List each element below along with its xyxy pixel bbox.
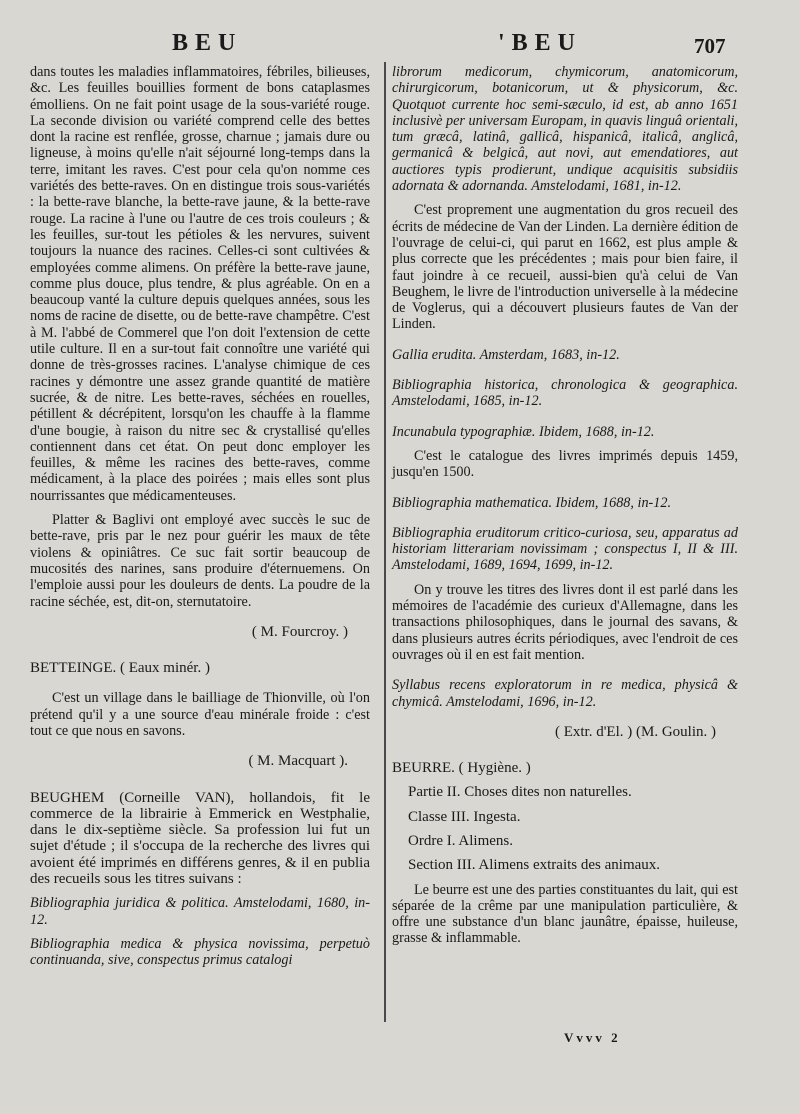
heading-betteinge: BETTEINGE. ( Eaux minér. ): [30, 660, 210, 677]
catalog-entry-juridica: Bibliographia juridica & politica. Amstelodami, 1680, in-12.: [30, 895, 370, 928]
heading-beurre: BEURRE. ( Hygiène. ): [392, 760, 531, 777]
paragraph-bette: dans toutes les maladies inflammatoires, fébriles, bilieuses, &c. Les feuilles bouillies forment de bons cataplasmes émolliens. On ne fait point usage de la sous-variété rouge. La seconde division ou variété comprend celle des bettes dont la racine est renflée, grosse, charnue ; jamais dure ou ligneuse, à moins qu'elle n'ait séjourné long-temps dans la terre, imitant les raves. C'est pour cela qu'on nomme ces variétés des bette-raves. On en distingue trois sous-variétés : la bette-rave blanche, la bette-rave jaune, & la bette-rave rouge. La racine à l'une ou l'autre de ces trois couleurs ; & les feuilles, sur-tout les pétioles & les nervures, suivent toujours la nuance des racines. Celles-ci sont cultivées & employées comme alimens. On préfère la bette-rave jaune, comme plus douce, plus tendre, & plus agréable. On en a beaucoup vanté la culture depuis quelques années, sous les noms de racine de disette, ou de bette-rave champêtre. C'est à M. l'abbé de Commerel que l'on doit l'extension de cette utile culture. Il en a sur-tout fait connoître une variété qui donne de très-grosses racines. L'analyse chimique de ces racines y démontre une assez grande quantité de matière sucrée, & de nitre. Les bette-raves, séchées en rouelles, pétillent & décrépitent, lorsqu'on les chauffe à la flamme d'une bougie, à raison du nitre sec & crystallisé qu'elles contiennent dans cet état. On peut donc employer les feuilles, & même les racines des bette-raves, comme médicament, à la place des poirées ; mais elles sont plus nourrissantes que médicamenteuses.: [30, 64, 370, 504]
catalog-entry-gallia: Gallia erudita. Amsterdam, 1683, in-12.: [392, 346, 620, 363]
classification-ordre: Ordre I. Alimens.: [408, 832, 513, 849]
signature-mark: Vvvv 2: [564, 1030, 621, 1045]
paragraph-beurre: Le beurre est une des parties constituantes du lait, qui est séparée de la crême par une manipulation particulière, & offre une substance d'un blanc jaunâtre, épaisse, huileuse, grasse & inflammable.: [392, 881, 738, 947]
left-column: [30, 64, 370, 969]
paragraph-betteinge: C'est un village dans le bailliage de Thionville, où l'on prétend qu'il y a une source d'eau minérale froide : c'est tout ce que nous en savons.: [30, 690, 370, 739]
catalog-entry-medica-cont: librorum medicorum, chymicorum, anatomicorum, chirurgicorum, botanicorum, ut & physicorum, &c. Quotquot currente hoc semi-sæculo, id est, ab anno 1651 inclusivè per universam Europam, in quavis linguâ orientali, tum græcâ, latinâ, gallicâ, hispanicâ, italicâ, anglicâ, germanicâ & belgicâ, aut novi, aut emendatiores, aut auctiores typis prodierunt, undique acquisitis subsidiis adornata & adornanda. Amstelodami, 1681, in-12.: [392, 64, 738, 195]
right-column: [392, 64, 738, 947]
signature-fourcroy: ( M. Fourcroy. ): [251, 623, 348, 640]
catalog-entry-medica: Bibliographia medica & physica novissima, perpetuò continuanda, sive, conspectus primus catalogi: [30, 935, 370, 969]
paragraph-incunabula-note: C'est le catalogue des livres imprimés depuis 1459, jusqu'en 1500.: [392, 447, 738, 481]
catalog-entry-mathematica: Bibliographia mathematica. Ibidem, 1688, in-12.: [392, 494, 671, 511]
paragraph-van-der-linden: C'est proprement une augmentation du gros recueil des écrits de médecine de Van der Linden. La dernière édition de l'ouvrage de celui-ci, qui parut en 1662, est plus ample & plus correcte que les précédentes ; mais pour bien faire, il faut joindre à ce recueil, aussi-bien qu'à celui de Van Beughem, le livre de l'introduction universelle à la médecine de Voglerus, qui a découvert plusieurs fautes de Van der Linden.: [392, 202, 738, 333]
catalog-entry-syllabus: Syllabus recens exploratorum in re medica, physicâ & chymicâ. Amstelodami, 1696, in-12.: [392, 677, 738, 710]
paragraph-eruditorum-note: On y trouve les titres des livres dont il est parlé dans les mémoires de l'académie des curieux d'Allemagne, dans les transactions philosophiques, dans le journal des savans, & dans plusieurs autres écrits périodiques, avec l'endroit de ces ouvrages où il en est fait mention.: [392, 581, 738, 663]
catalog-entry-historica: Bibliographia historica, chronologica & geographica. Amstelodami, 1685, in-12.: [392, 377, 738, 410]
classification-partie: Partie II. Choses dites non naturelles.: [408, 784, 632, 801]
classification-classe: Classe III. Ingesta.: [408, 808, 521, 825]
classification-section: Section III. Alimens extraits des animaux.: [408, 857, 661, 874]
signature-goulin: ( Extr. d'El. ) (M. Goulin. ): [554, 723, 716, 740]
catalog-entry-incunabula: Incunabula typographiæ. Ibidem, 1688, in-12.: [392, 423, 655, 440]
paragraph-beughem: BEUGHEM (Corneille VAN), hollandois, fit le commerce de la librairie à Emmerick en Westphalie, dans le dix-septième siècle. Sa profession lui fut un sujet d'étude ; il s'occupa de la recherche des livres qui avoient été imprimés en différens genres, & il en publia des recueils sous les titres suivans :: [30, 789, 370, 888]
catalog-entry-eruditorum: Bibliographia eruditorum critico-curiosa, seu, apparatus ad historiam litterariam novissimam ; conspectus I, II & III. Amstelodami, 1689, 1694, 1699, in-12.: [392, 524, 738, 574]
page-number: 707: [694, 34, 726, 58]
column-rule: [384, 62, 386, 1022]
running-head-right: 'BEU: [498, 30, 583, 56]
paragraph-platter: Platter & Baglivi ont employé avec succès le suc de bette-rave, pris par le nez pour guérir les maux de tête violens & opiniâtres. Ce suc fait sortir beaucoup de mucosités des narines, sans produire d'éternuemens. On l'emploie aussi pour les douleurs de dents. La poudre de la racine séchée, est, dit-on, sternutatoire.: [30, 512, 370, 610]
running-head-left: BEU: [172, 30, 243, 56]
signature-macquart: ( M. Macquart ).: [248, 753, 348, 770]
